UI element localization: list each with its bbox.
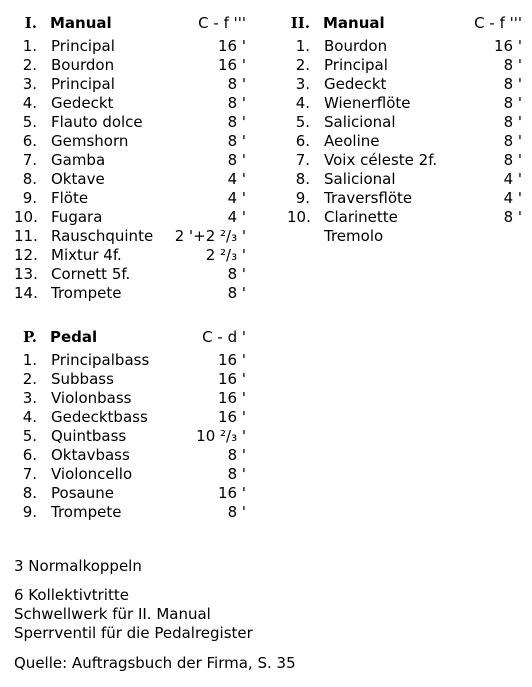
stop-pitch: 8 ' [227, 265, 246, 283]
manual-2-division [287, 14, 522, 246]
stop-pitch: 8 ' [503, 132, 522, 150]
stop-name: Salicional [324, 170, 396, 188]
stop-row [14, 427, 246, 446]
stop-name: Trompete [51, 503, 122, 521]
stop-name: Posaune [51, 484, 114, 502]
couplers-text: 3 Normalkoppeln [14, 557, 142, 575]
division-numeral: P. [22, 328, 37, 346]
stop-row [14, 132, 246, 151]
stop-row [14, 465, 246, 484]
stop-number: 5. [22, 427, 37, 445]
stop-row [14, 284, 246, 303]
stop-row [14, 170, 246, 189]
stop-row [14, 75, 246, 94]
stop-name: Salicional [324, 113, 396, 131]
division-title: Manual [50, 14, 112, 32]
stop-number: 8. [295, 170, 310, 188]
stop-row [14, 351, 246, 370]
stop-row [287, 208, 522, 227]
stop-number: 11. [14, 227, 38, 245]
division-numeral: I. [24, 14, 37, 32]
stop-number: 7. [22, 465, 37, 483]
stop-row [14, 246, 246, 265]
stop-row [14, 151, 246, 170]
stop-row [14, 189, 246, 208]
stop-number: 6. [22, 446, 37, 464]
stop-row [14, 113, 246, 132]
stop-name: Bourdon [51, 56, 115, 74]
stop-row [287, 189, 522, 208]
stop-row [287, 132, 522, 151]
stop-number: 6. [22, 132, 37, 150]
division-title: Manual [323, 14, 385, 32]
stop-number: 4. [22, 408, 37, 426]
stop-name: Aeoline [324, 132, 380, 150]
stop-name: Subbass [51, 370, 114, 388]
stop-pitch: 8 ' [503, 151, 522, 169]
stop-name: Rauschquinte [51, 227, 154, 245]
stop-pitch: 2 ²/₃ ' [205, 246, 246, 264]
stop-name: Bourdon [324, 37, 388, 55]
stop-row [14, 503, 246, 522]
compass-range: C - f ''' [474, 14, 522, 32]
accessories-note [14, 586, 514, 643]
stop-name: Tremolo [324, 227, 384, 245]
division-title: Pedal [50, 328, 98, 346]
stop-row [287, 170, 522, 189]
stop-name: Fugara [51, 208, 103, 226]
stop-name: Violoncello [51, 465, 133, 483]
stop-row [14, 484, 246, 503]
stop-pitch: 16 ' [218, 389, 246, 407]
stop-name: Gedeckt [51, 94, 114, 112]
stop-number: 1. [295, 37, 310, 55]
stop-pitch: 16 ' [494, 37, 522, 55]
stop-pitch: 8 ' [227, 75, 246, 93]
stop-name: Gedecktbass [51, 408, 148, 426]
stop-pitch: 16 ' [218, 37, 246, 55]
swell-text: Schwellwerk für II. Manual [14, 605, 211, 623]
stop-name: Principal [324, 56, 388, 74]
stop-number: 9. [22, 503, 37, 521]
stop-name: Trompete [51, 284, 122, 302]
compass-range: C - d ' [202, 328, 246, 346]
stop-name: Flauto dolce [51, 113, 143, 131]
stop-number: 7. [22, 151, 37, 169]
stop-row [14, 408, 246, 427]
stop-row [14, 446, 246, 465]
stop-name: Violonbass [51, 389, 132, 407]
manual-1-division [14, 14, 246, 303]
stop-number: 2. [295, 56, 310, 74]
stop-pitch: 16 ' [218, 56, 246, 74]
stop-pitch: 16 ' [218, 370, 246, 388]
stop-row [14, 227, 246, 246]
stop-pitch: 8 ' [227, 284, 246, 302]
stop-pitch: 8 ' [227, 465, 246, 483]
stop-pitch: 4 ' [503, 170, 522, 188]
stop-name: Principalbass [51, 351, 150, 369]
source-text: Quelle: Auftragsbuch der Firma, S. 35 [14, 654, 296, 672]
stop-row [14, 208, 246, 227]
stop-number: 3. [22, 389, 37, 407]
stop-name: Wienerflöte [324, 94, 411, 112]
stop-number: 1. [22, 351, 37, 369]
stop-name: Cornett 5f. [51, 265, 131, 283]
stop-row [14, 265, 246, 284]
combinations-text: 6 Kollektivtritte [14, 586, 129, 604]
division-heading [14, 14, 246, 35]
stop-name: Principal [51, 37, 115, 55]
stop-row [287, 75, 522, 94]
stop-pitch: 4 ' [503, 189, 522, 207]
stop-pitch: 8 ' [227, 446, 246, 464]
stop-number: 3. [295, 75, 310, 93]
stop-list [14, 37, 246, 303]
stop-number: 5. [22, 113, 37, 131]
stop-number: 8. [22, 170, 37, 188]
source-note [14, 654, 514, 673]
stop-row [14, 389, 246, 408]
stop-pitch: 16 ' [218, 484, 246, 502]
stop-number: 14. [14, 284, 38, 302]
stop-name: Quintbass [51, 427, 127, 445]
stop-pitch: 16 ' [218, 408, 246, 426]
stop-pitch: 4 ' [227, 189, 246, 207]
stop-name: Oktavbass [51, 446, 130, 464]
couplers-note [14, 557, 514, 576]
division-heading [14, 328, 246, 349]
stop-number: 6. [295, 132, 310, 150]
stop-number: 12. [14, 246, 38, 264]
stop-pitch: 2 '+2 ²/₃ ' [174, 227, 246, 245]
stop-pitch: 8 ' [503, 56, 522, 74]
stop-number: 10. [14, 208, 38, 226]
stop-pitch: 10 ²/₃ ' [196, 427, 246, 445]
stop-name: Principal [51, 75, 115, 93]
stop-row [287, 56, 522, 75]
stop-pitch: 16 ' [218, 351, 246, 369]
stop-row [287, 94, 522, 113]
stop-name: Oktave [51, 170, 105, 188]
stop-name: Clarinette [324, 208, 398, 226]
stop-pitch: 8 ' [503, 94, 522, 112]
stop-number: 5. [295, 113, 310, 131]
stop-name: Traversflöte [324, 189, 413, 207]
stop-row [14, 37, 246, 56]
division-heading [287, 14, 522, 35]
stop-number: 7. [295, 151, 310, 169]
stop-list [14, 351, 246, 522]
stop-number: 13. [14, 265, 38, 283]
stop-row [14, 94, 246, 113]
stop-name: Mixtur 4f. [51, 246, 122, 264]
stop-pitch: 8 ' [227, 503, 246, 521]
stop-row [14, 56, 246, 75]
stop-row [14, 370, 246, 389]
stop-number: 4. [22, 94, 37, 112]
stop-list [287, 37, 522, 246]
stop-row [287, 151, 522, 170]
stop-pitch: 8 ' [227, 94, 246, 112]
stop-number: 3. [22, 75, 37, 93]
stop-name: Voix céleste 2f. [324, 151, 438, 169]
stop-pitch: 8 ' [503, 113, 522, 131]
stop-pitch: 8 ' [227, 132, 246, 150]
stop-number: 2. [22, 56, 37, 74]
stop-number: 2. [22, 370, 37, 388]
stop-number: 10. [287, 208, 311, 226]
stop-row [287, 37, 522, 56]
stop-pitch: 8 ' [227, 113, 246, 131]
stop-name: Gedeckt [324, 75, 387, 93]
stop-pitch: 8 ' [227, 151, 246, 169]
stop-number: 4. [295, 94, 310, 112]
stop-pitch: 4 ' [227, 208, 246, 226]
compass-range: C - f ''' [198, 14, 246, 32]
stop-number: 1. [22, 37, 37, 55]
division-numeral: II. [290, 14, 310, 32]
stop-number [287, 227, 324, 246]
stop-row [287, 227, 522, 246]
pedal-division [14, 328, 246, 522]
stop-name: Gamba [51, 151, 106, 169]
stop-number: 9. [295, 189, 310, 207]
stop-name: Flöte [51, 189, 89, 207]
stop-number: 9. [22, 189, 37, 207]
stop-pitch: 4 ' [227, 170, 246, 188]
stop-pitch: 8 ' [503, 75, 522, 93]
ventil-text: Sperrventil für die Pedalregister [14, 624, 253, 642]
stop-name: Gemshorn [51, 132, 129, 150]
stop-row [287, 113, 522, 132]
stop-pitch: 8 ' [503, 208, 522, 226]
stop-number: 8. [22, 484, 37, 502]
